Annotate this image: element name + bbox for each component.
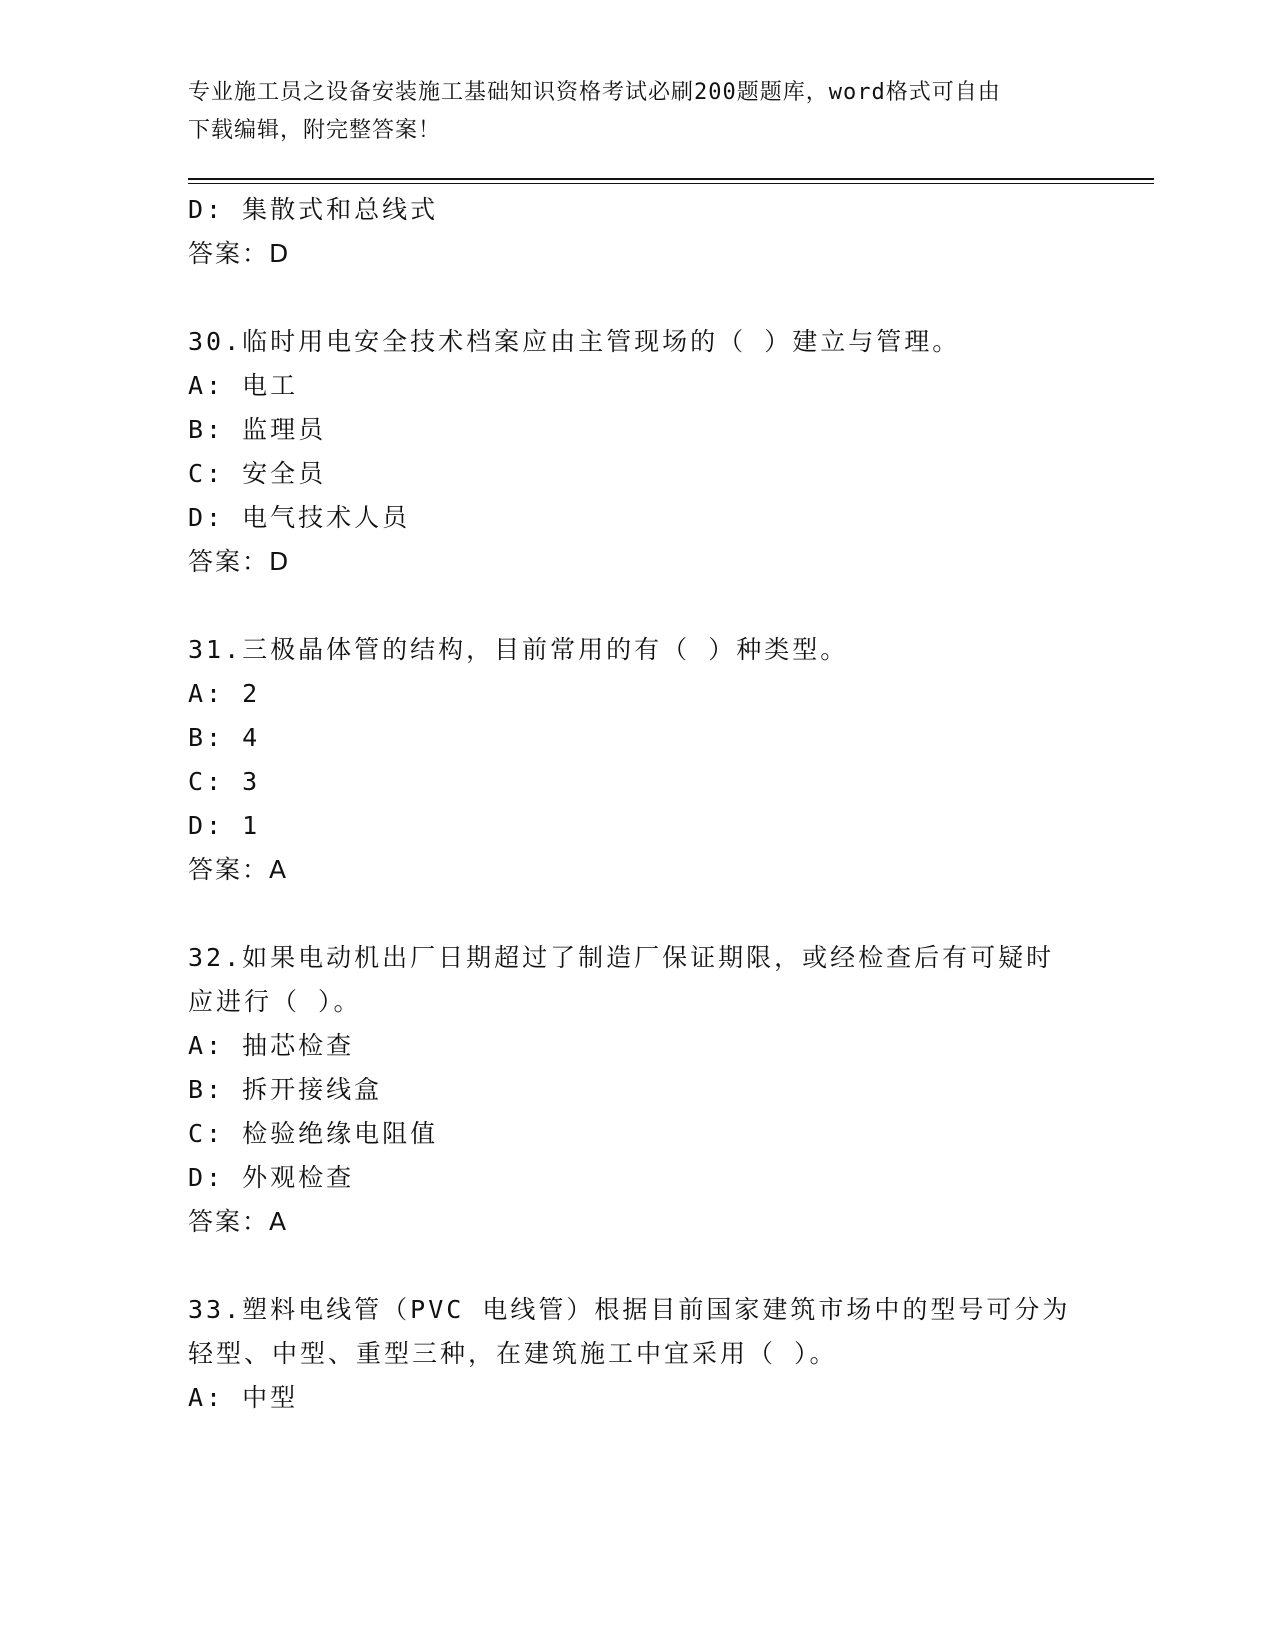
question-32-answer: 答案：A bbox=[188, 1207, 289, 1236]
question-32-stem-line-2: 应进行（ ）。 bbox=[188, 987, 362, 1016]
question-32-option-b: B: 拆开接线盒 bbox=[188, 1075, 383, 1104]
header-line-2: 下载编辑，附完整答案！ bbox=[188, 118, 442, 143]
header-divider-thick bbox=[188, 178, 1154, 180]
question-31-option-d: D: 1 bbox=[188, 811, 261, 840]
question-33-stem-line-2: 轻型、中型、重型三种，在建筑施工中宜采用（ ）。 bbox=[188, 1339, 838, 1368]
question-33-option-a: A: 中型 bbox=[188, 1383, 299, 1412]
question-32-option-c: C: 检验绝缘电阻值 bbox=[188, 1119, 439, 1148]
question-30-answer: 答案：D bbox=[188, 547, 291, 576]
question-30-option-a: A: 电工 bbox=[188, 371, 299, 400]
question-32-stem-line-1: 32.如果电动机出厂日期超过了制造厂保证期限，或经检查后有可疑时 bbox=[188, 943, 1055, 972]
question-31-option-b: B: 4 bbox=[188, 723, 261, 752]
document-header bbox=[188, 74, 1068, 150]
header-line-1: 专业施工员之设备安装施工基础知识资格考试必刷200题题库，word格式可自由 bbox=[188, 80, 1001, 105]
question-31-answer: 答案：A bbox=[188, 855, 289, 884]
question-33-stem-line-1: 33.塑料电线管（PVC 电线管）根据目前国家建筑市场中的型号可分为 bbox=[188, 1295, 1071, 1324]
question-31-stem: 31.三极晶体管的结构，目前常用的有（ ）种类型。 bbox=[188, 635, 849, 664]
question-30-option-d: D: 电气技术人员 bbox=[188, 503, 411, 532]
prev-option-d: D: 集散式和总线式 bbox=[188, 195, 439, 224]
question-31-option-c: C: 3 bbox=[188, 767, 261, 796]
question-30-option-c: C: 安全员 bbox=[188, 459, 327, 488]
question-32-option-a: A: 抽芯检查 bbox=[188, 1031, 355, 1060]
header-divider-thin bbox=[188, 183, 1154, 184]
question-30-stem: 30.临时用电安全技术档案应由主管现场的（ ）建立与管理。 bbox=[188, 327, 961, 356]
question-30-option-b: B: 监理员 bbox=[188, 415, 327, 444]
question-31-option-a: A: 2 bbox=[188, 679, 261, 708]
prev-answer: 答案：D bbox=[188, 239, 291, 268]
question-32-option-d: D: 外观检查 bbox=[188, 1163, 355, 1192]
